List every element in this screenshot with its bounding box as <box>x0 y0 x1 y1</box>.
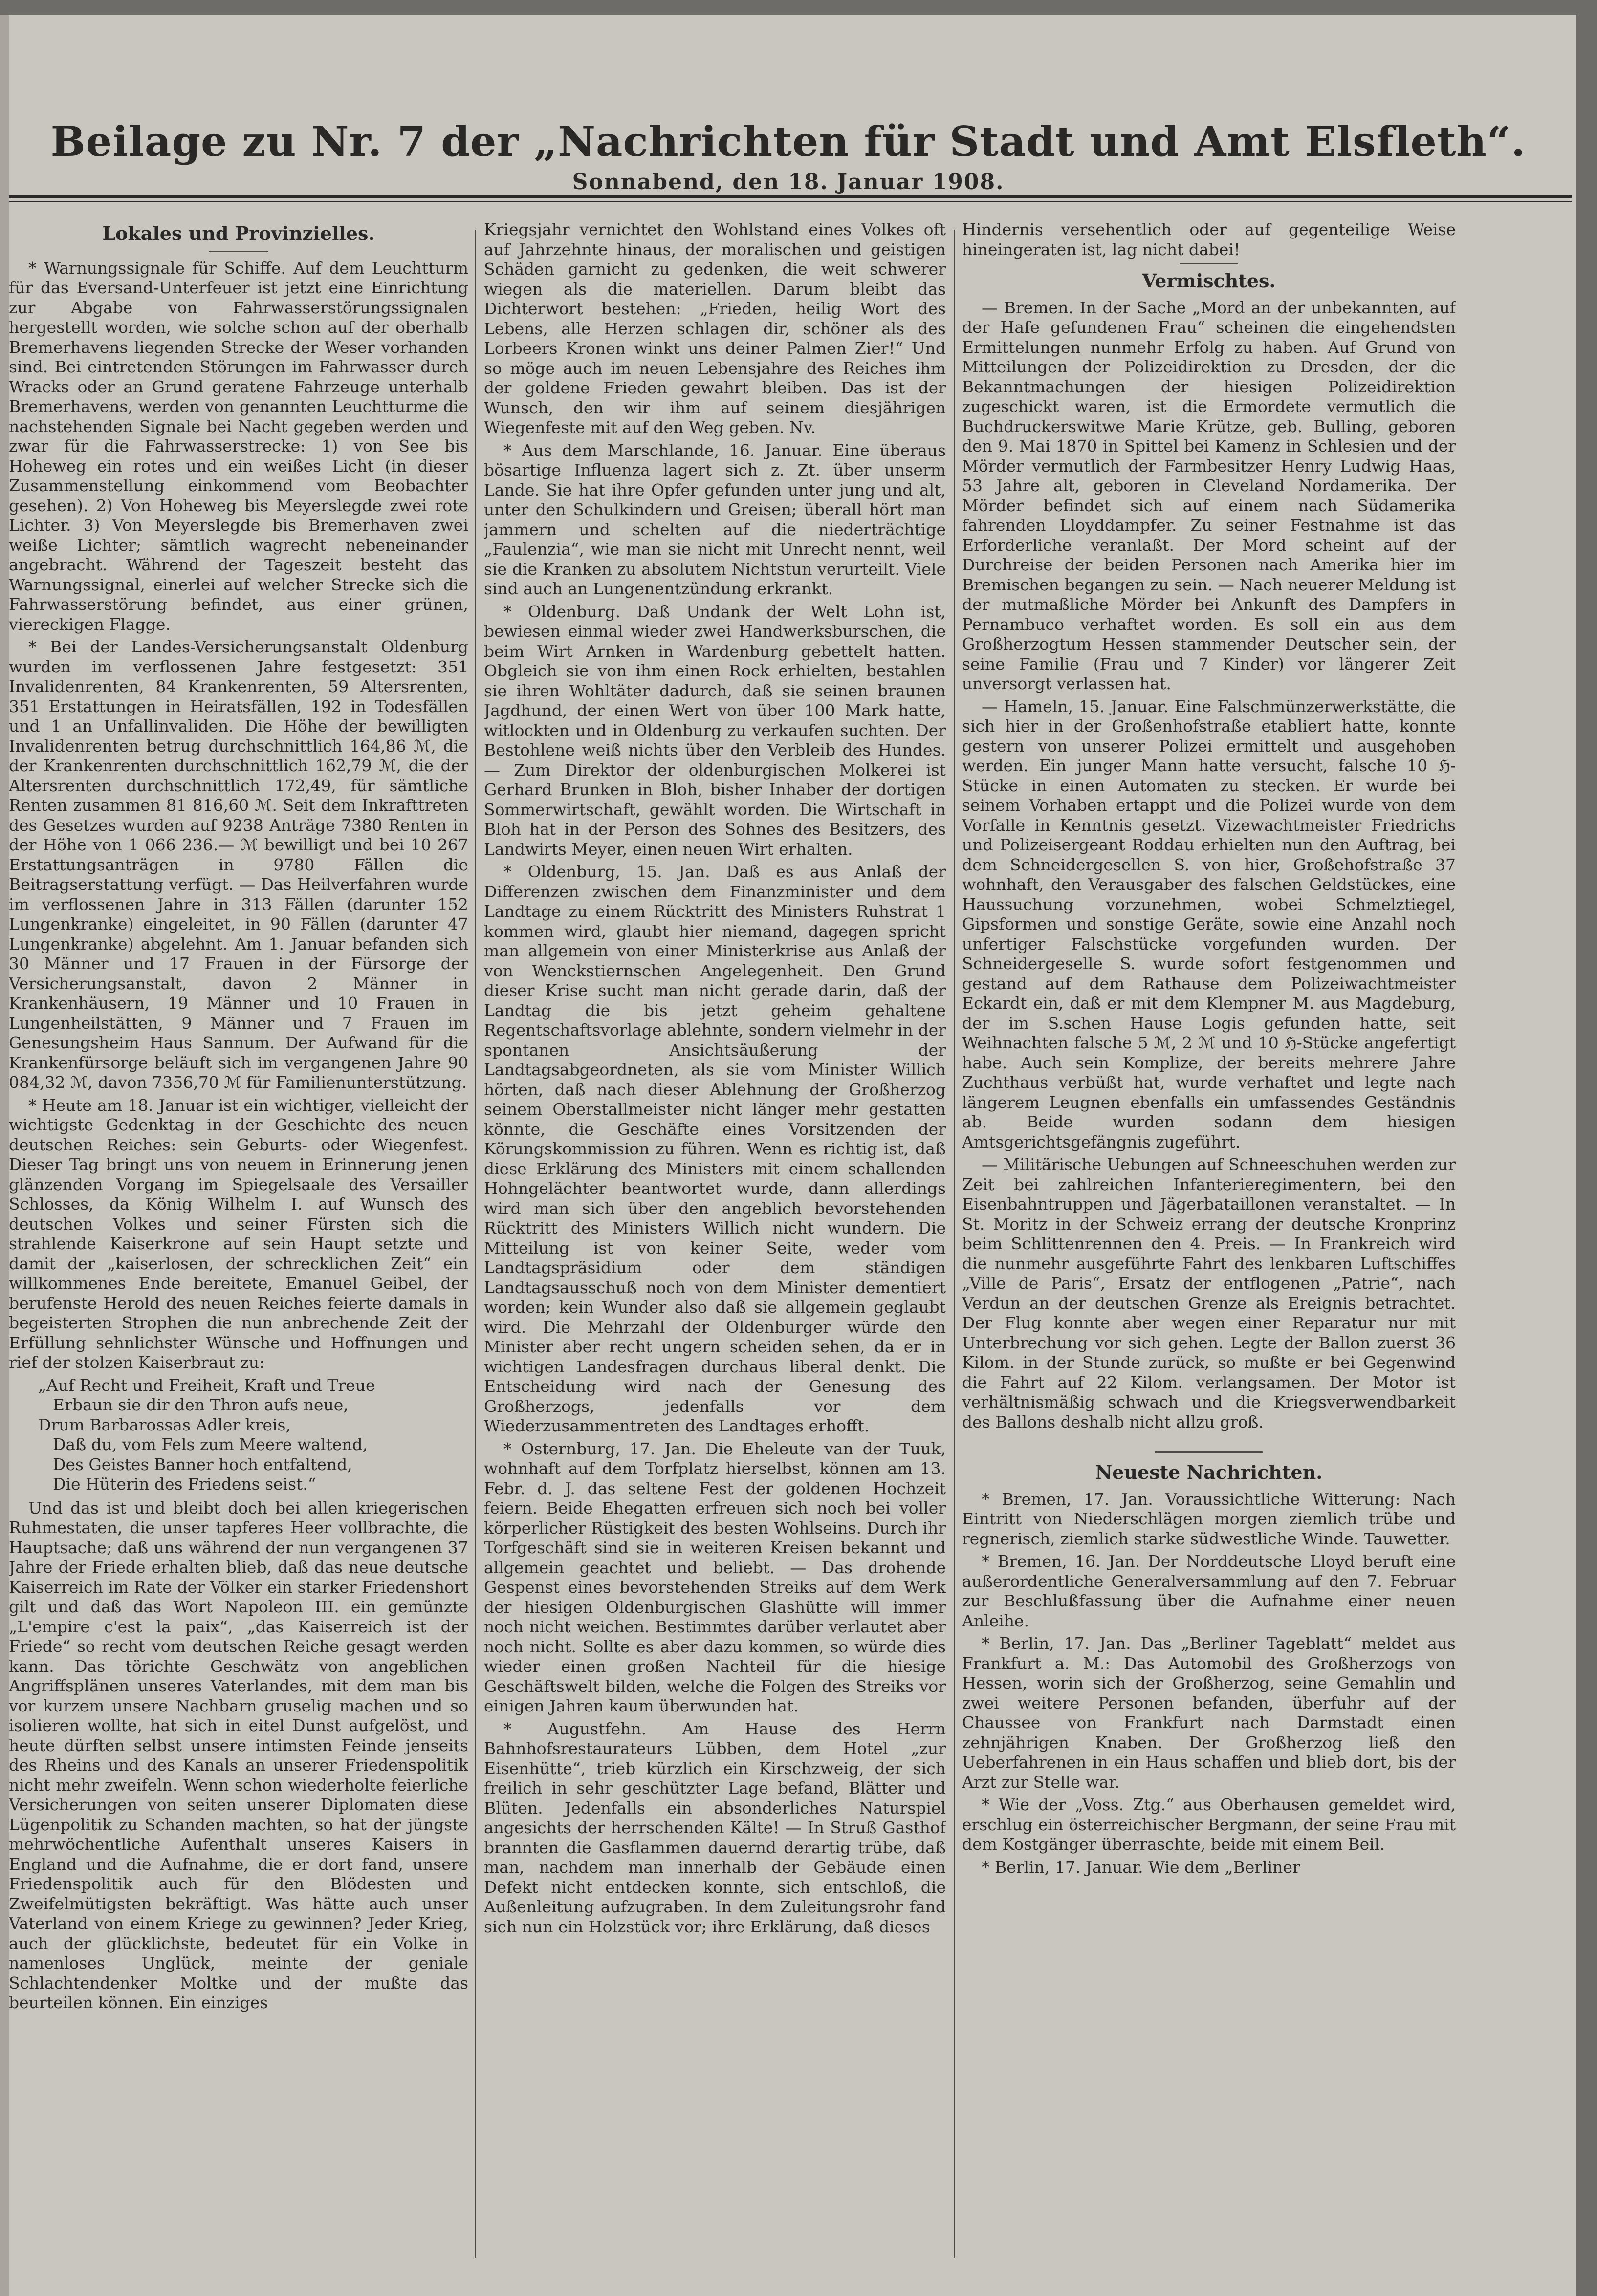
article-paragraph: * Bremen, 16. Jan. Der Norddeutsche Lloyd beruft eine außerordentliche Generalversammlung auf den 7. Februar zur Beschlußfassung über die Aufnahme einer neuen Anleihe. <box>962 1552 1456 1630</box>
article-paragraph: * Bremen, 17. Jan. Voraussichtliche Witterung: Nach Eintritt von Niederschlägen morgen ziemlich trübe und regnerisch, ziemlich starke südwestliche Winde. Tauwetter. <box>962 1489 1456 1548</box>
column-divider <box>954 230 955 2258</box>
article-paragraph: * Osternburg, 17. Jan. Die Eheleute van der Tuuk, wohnhaft auf dem Torfplatz hierselbst, können am 13. Febr. d. J. das seltene Fest der goldenen Hochzeit feiern. Beide Ehegatten erfreuen sich noch bei voller körperlicher Rüstigkeit des besten Wohlseins. Durch ihr Torfgeschäft sind sie in weiteren Kreisen bekannt und allgemein geachtet und beliebt. — Das drohende Gespenst eines bevorstehenden Streiks auf dem Werk der hiesigen Oldenburgischen Glashütte will immer noch nicht weichen. Bestimmtes darüber verlautet aber noch nicht. Sollte es aber dazu kommen, so würde dies wieder einen großen Nachteil für die hiesige Geschäftswelt bilden, welche die Folgen des Streiks vor einigen Jahren kaum überwunden hat. <box>484 1439 946 1715</box>
article-paragraph: — Bremen. In der Sache „Mord an der unbekannten, auf der Hafe gefundenen Frau“ scheinen die eingehendsten Ermittelungen nunmehr Erfolg zu haben. Auf Grund von Mitteilungen der Polizeidirektion zu Dresden, der die Bekanntmachungen der hiesigen Polizeidirektion zugeschickt waren, ist die Ermordete vermutlich die Buchdruckerswitwe Marie Krütze, geb. Bulling, geboren den 9. Mai 1870 in Spittel bei Kamenz in Schlesien und der Mörder vermutlich der Farmbesitzer Henry Ludwig Haas, 53 Jahre alt, geboren in Cleveland Nordamerika. Der Mörder befindet sich auf einem nach Südamerika fahrenden Lloyddampfer. Zu seiner Festnahme ist das Erforderliche veranlaßt. Der Mord scheint auf der Durchreise der beiden Personen nach Amerika hier im Bremischen begangen zu sein. — Nach neuerer Meldung ist der mutmaßliche Mörder bei Ankunft des Dampfers in Pernambuco verhaftet worden. Es soll ein aus dem Großherzogtum Hessen stammender Deutscher sein, der seine Familie (Frau und 7 Kinder) vor längerer Zeit unversorgt verlassen hat. <box>962 298 1456 693</box>
supplement-title: Beilage zu Nr. 7 der „Nachrichten für Stadt und Amt Elsfleth“. <box>50 117 1526 166</box>
article-paragraph: * Heute am 18. Januar ist ein wichtiger, vielleicht der wichtigste Gedenktag in der Geschichte des neuen deutschen Reiches: sein Geburts- oder Wiegenfest. Dieser Tag bringt uns von neuem in Erinnerung jenen glänzenden Vorgang im Spiegelsaale des Versailler Schlosses, da König Wilhelm I. auf Wunsch des deutschen Volkes und seiner Fürsten sich die strahlende Kaiserkrone auf sein Haupt setzte und damit der „kaiserlosen, der schrecklichen Zeit“ ein willkommenes Ende bereitete, Emanuel Geibel, der berufenste Herold des neuen Reiches feierte damals in begeisterten Strophen die nun anbrechende Zeit der Erfüllung sehnlichster Wünsche und Hoffnungen und rief der stolzen Kaiserbraut zu: <box>9 1095 468 1372</box>
poem-line: Die Hüterin des Friedens seist.“ <box>53 1474 316 1494</box>
article-paragraph: * Aus dem Marschlande, 16. Januar. Eine überaus bösartige Influenza lagert sich z. Zt. über unserm Lande. Sie hat ihre Opfer gefunden unter jung und alt, unter den Schulkindern und Greisen; überall hört man jammern und schelten auf die niederträchtige „Faulenzia“, wie man sie nicht mit Unrecht nennt, weil sie die Kranken zu absolutem Nichtstun verurteilt. Viele sind auch an Lungenentzündung erkrankt. <box>484 440 946 598</box>
section-heading-local: Lokales und Provinzielles. <box>102 222 375 244</box>
article-paragraph: * Berlin, 17. Jan. Das „Berliner Tageblatt“ meldet aus Frankfurt a. M.: Das Automobil des Großherzogs von Hessen, worin sich der Großherzog, seine Gemahlin und zwei weitere Personen befanden, überfuhr auf der Chaussee von Frankfurt nach Darmstadt einen zehnjährigen Knaben. Der Großherzog ließ den Ueberfahrenen in ein Haus schaffen und blieb dort, bis der Arzt zur Stelle war. <box>962 1634 1456 1792</box>
section-heading-latest-news: Neueste Nachrichten. <box>1095 1461 1323 1483</box>
poem-line: Erbaun sie dir den Thron aufs neue, <box>53 1395 349 1414</box>
poem-line: Des Geistes Banner hoch entfaltend, <box>53 1454 352 1474</box>
article-paragraph: Kriegsjahr vernichtet den Wohlstand eines Volkes oft auf Jahrzehnte hinaus, der moralischen und geistigen Schäden garnicht zu gedenken, die weit schwerer wiegen als die materiellen. Darum bleibt das Dichterwort bestehen: „Frieden, heilig Wort des Lebens, alle Herzen schlagen dir, schöner als des Lorbeers Kronen winkt uns deiner Palmen Zier!“ Und so möge auch im neuen Lebensjahre des Reiches ihm der goldene Frieden gewahrt bleiben. Das ist der Wunsch, den wir ihm auf seinem diesjährigen Wiegenfeste mit auf den Weg geben. Nv. <box>484 220 946 437</box>
article-paragraph: — Militärische Uebungen auf Schneeschuhen werden zur Zeit bei zahlreichen Infanterieregimentern, bei den Eisenbahntruppen und Jägerbataillonen veranstaltet. — In St. Moritz in der Schweiz errang der deutsche Kronprinz beim Schlittenrennen den 4. Preis. — In Frankreich wird die nunmehr ausgeführte Fahrt des lenkbaren Luftschiffes „Ville de Paris“, Ersatz der entflogenen „Patrie“, nach Verdun an der deutschen Grenze als Ereignis betrachtet. Der Flug konnte aber wegen einer Reparatur nur mit Unterbrechung vor sich gehen. Legte der Ballon zuerst 36 Kilom. in der Stunde zurück, so mußte er bei Gegenwind die Fahrt auf 22 Kilom. verlangsamen. Der Motor ist verhältnismäßig schwach und die Kriegsverwendbarkeit des Ballons deshalb nicht allzu groß. <box>962 1155 1456 1431</box>
issue-date: Sonnabend, den 18. Januar 1908. <box>572 170 1005 195</box>
header-rule <box>9 195 1572 202</box>
separator-rule <box>1180 263 1238 264</box>
poem-line: Daß du, vom Fels zum Meere waltend, <box>53 1435 368 1454</box>
geibel-poem <box>38 1376 468 1495</box>
article-paragraph: Und das ist und bleibt doch bei allen kriegerischen Ruhmestaten, die unser tapferes Heer vollbrachte, die Hauptsache; daß uns während der nun vergangenen 37 Jahre der Friede erhalten blieb, daß das neue deutsche Kaiserreich im Rate der Völker ein starker Friedenshort gilt und daß das Wort Napoleon III. ein gemünzte „L'empire c'est la paix“, „das Kaiserreich ist der Friede“ so recht vom deutschen Reiche gesagt werden kann. Das törichte Geschwätz von angeblichen Angriffsplänen unseres Vaterlandes, mit dem man bis vor kurzem unsere Nachbarn gruselig machen und so isolieren wollte, hat sich in eitel Dunst aufgelöst, und heute dürften selbst unsere intimsten Feinde jenseits des Rheins und des Kanals an unserer Friedenspolitik nicht mehr zweifeln. Wenn schon wiederholte feierliche Versicherungen von seiten unserer Diplomaten diese Lügenpolitik zu Schanden machten, so hat der jüngste mehrwöchentliche Aufenthalt unseres Kaisers in England und die Aufnahme, die er dort fand, unsere Friedenspolitik auch für den Blödesten und Zweifelmütigsten bekräftigt. Was hätte auch unser Vaterland von einem Kriege zu gewinnen? Jeder Krieg, auch der glücklichste, bedeutet für ein Volke in namenloses Unglück, meinte der geniale Schlachtendenker Moltke und der mußte das beurteilen können. Ein einziges <box>9 1498 468 2012</box>
article-paragraph: * Berlin, 17. Januar. Wie dem „Berliner <box>982 1857 1300 1877</box>
column-divider <box>475 230 476 2258</box>
heading-rule <box>209 251 268 252</box>
section-rule <box>1155 1451 1263 1453</box>
article-paragraph: Hindernis versehentlich oder auf gegenteilige Weise hineingeraten ist, lag nicht dabei! <box>962 220 1456 259</box>
column-miscellany <box>962 220 1456 2263</box>
newspaper-page <box>0 15 1576 2296</box>
page-edge <box>0 15 9 2296</box>
column-regional-news <box>484 220 946 2263</box>
article-paragraph: * Wie der „Voss. Ztg.“ aus Oberhausen gemeldet wird, erschlug ein österreichischer Bergmann, der seine Frau mit dem Kostgänger überraschte, beide mit einem Beil. <box>962 1795 1456 1854</box>
column-local-news <box>9 220 468 2263</box>
poem-line: „Auf Recht und Freiheit, Kraft und Treue <box>38 1375 375 1395</box>
article-paragraph: * Warnungssignale für Schiffe. Auf dem Leuchtturm für das Eversand-Unterfeuer ist jetzt eine Einrichtung zur Abgabe von Fahrwasserstörungssignalen hergestellt worden, wie solche schon auf der oberhalb Bremerhavens liegenden Strecke der Weser vorhanden sind. Bei eintretenden Störungen im Fahrwasser durch Wracks oder an Grund geratene Fahrzeuge unterhalb Bremerhavens, werden von genannten Leuchtturme die nachstehenden Signale bei Nacht gegeben werden und zwar für die Fahrwasserstrecke: 1) von See bis Hoheweg ein rotes und ein weißes Licht (in dieser Zusammenstellung einkommend vom Beobachter gesehen). 2) Von Hoheweg bis Meyerslegde zwei rote Lichter. 3) Von Meyerslegde bis Bremerhaven zwei weiße Lichter; sämtlich wagrecht nebeneinander angebracht. Während der Tageszeit besteht das Warnungssignal, einerlei auf welcher Strecke sich die Fahrwasserstörung befindet, aus einer grünen, viereckigen Flagge. <box>9 258 468 634</box>
section-heading-miscellany: Vermischtes. <box>1142 270 1276 292</box>
article-paragraph: * Oldenburg. Daß Undank der Welt Lohn ist, bewiesen einmal wieder zwei Handwerksburschen, die beim Wirt Arnken in Wardenburg gebettelt hatten. Obgleich sie von ihm einen Rock erhielten, bestahlen sie ihren Wohltäter dadurch, daß sie seinen braunen Jagdhund, der einen Wert von über 100 Mark hatte, witlockten und in Oldenburg zu verkaufen suchten. Der Bestohlene weiß nichts über den Verbleib des Hundes. — Zum Direktor der oldenburgischen Molkerei ist Gerhard Brunken in Bloh, bisher Inhaber der dortigen Sommerwirtschaft, gewählt worden. Die Wirtschaft in Bloh hat in der Person des Sohnes des Besitzers, des Landwirts Meyer, einen neuen Wirt erhalten. <box>484 602 946 859</box>
article-paragraph: * Augustfehn. Am Hause des Herrn Bahnhofsrestaurateurs Lübben, dem Hotel „zur Eisenhütte“, trieb kürzlich ein Kirschzweig, der sich freilich in sehr geschützter Lage befand, Blätter und Blüten. Jedenfalls ein absonderliches Naturspiel angesichts der herrschenden Kälte! — In Struß Gasthof brannten die Gasflammen dauernd derartig trübe, daß man, nachdem man innerhalb der Gebäude einen Defekt nicht entdecken konnte, sich entschloß, die Außenleitung aufzugraben. In dem Zuleitungsrohr fand sich nun ein Holzstück vor; ihre Erklärung, daß dieses <box>484 1719 946 1936</box>
article-paragraph: * Oldenburg, 15. Jan. Daß es aus Anlaß der Differenzen zwischen dem Finanzminister und dem Landtage zu einem Rücktritt des Ministers Ruhstrat 1 kommen wird, glaubt hier niemand, dagegen spricht man allgemein von einer Ministerkrise aus Anlaß der von Wenckstiernschen Angelegenheit. Den Grund dieser Krise sucht man nicht gerade darin, daß der Landtag die bis jetzt geheim gehaltene Regentschaftsvorlage ablehnte, sondern vielmehr in der spontanen Ansichtsäußerung der Landtagsabgeordneten, als sie vom Minister Willich hörten, daß nach dieser Ablehnung der Großherzog seinem Oberstallmeister nicht länger mehr gestatten könnte, die Geschäfte eines Vorsitzenden der Körungskommission zu führen. Wenn es richtig ist, daß diese Erklärung des Ministers mit einem schallenden Hohngelächter beantwortet wurde, dann allerdings wird man sich über den angeblich bevorstehenden Rücktritt des Ministers Willich nicht wundern. Die Mitteilung ist von keiner Seite, weder vom Landtagspräsidium oder dem ständigen Landtagsausschuß noch von dem Minister dementiert worden; kein Wunder also daß sie allgemein geglaubt wird. Die Mehrzahl der Oldenburger würde den Minister aber recht ungern scheiden sehen, da er in wichtigen Landesfragen durchaus liberal denkt. Die Entscheidung wird nach der Genesung des Großherzogs, jedenfalls vor dem Wiederzusammentreten des Landtages erhofft. <box>484 862 946 1435</box>
poem-line: Drum Barbarossas Adler kreis, <box>38 1415 291 1434</box>
article-paragraph: * Bei der Landes-Versicherungsanstalt Oldenburg wurden im verflossenen Jahre festgesetzt: 351 Invalidenrenten, 84 Krankenrenten, 59 Altersrenten, 351 Erstattungen in Heiratsfällen, 192 in Todesfällen und 1 an Unfallinvaliden. Die Höhe der bewilligten Invalidenrenten betrug durchschnittlich 164,86 ℳ, die der Krankenrenten durchschnittlich 162,79 ℳ, die der Altersrenten durchschnittlich 172,49, für sämtliche Renten zusammen 81 816,60 ℳ. Seit dem Inkrafttreten des Gesetzes wurden auf 9238 Anträge 7380 Renten in der Höhe von 1 066 236.— ℳ bewilligt und bei 10 267 Erstattungsanträgen in 9780 Fällen die Beitragserstattung verfügt. — Das Heilverfahren wurde im verflossenen Jahre in 313 Fällen (darunter 152 Lungenkranke) eingeleitet, in 90 Fällen (darunter 47 Lungenkranke) abgelehnt. Am 1. Januar befanden sich 30 Männer und 17 Frauen in der Fürsorge der Versicherungsanstalt, davon 2 Männer in Krankenhäusern, 19 Männer und 10 Frauen in Lungenheilstätten, 9 Männer und 7 Frauen im Genesungsheim Haus Sannum. Der Aufwand für die Krankenfürsorge beläuft sich im vergangenen Jahre 90 084,32 ℳ, davon 7356,70 ℳ für Familienunterstützung. <box>9 637 468 1092</box>
article-paragraph: — Hameln, 15. Januar. Eine Falschmünzerwerkstätte, die sich hier in der Großenhofstraße etabliert hatte, konnte gestern von unserer Polizei ermittelt und ausgehoben werden. Ein junger Mann hatte versucht, falsche 10 ℌ-Stücke in einen Automaten zu stecken. Er wurde bei seinem Vorhaben ertappt und die Polizei wurde von dem Vorfalle in Kenntnis gesetzt. Vizewachtmeister Friedrichs und Polizeisergeant Roddau erhielten nun den Auftrag, bei dem Schneidergesellen S. von hier, Großehofstraße 37 wohnhaft, den Verausgaber des falschen Geldstückes, eine Haussuchung vorzunehmen, wobei Schmelztiegel, Gipsformen und sonstige Geräte, sowie eine Anzahl noch unfertiger Falschstücke vorgefunden wurden. Der Schneidergeselle S. wurde sofort festgenommen und gestand auf dem Rathause dem Polizeiwachtmeister Eckardt ein, daß er mit dem Klempner M. aus Magdeburg, der im S.schen Hause Logis gefunden hatte, seit Weihnachten falsche 5 ℳ, 2 ℳ und 10 ℌ-Stücke angefertigt habe. Auch sein Komplize, der bereits mehrere Jahre Zuchthaus verbüßt hat, wurde verhaftet und legte nach längerem Leugnen ebenfalls ein umfassendes Geständnis ab. Beide wurden sodann dem hiesigen Amtsgerichtsgefängnis zugeführt. <box>962 696 1456 1151</box>
masthead <box>0 117 1576 195</box>
